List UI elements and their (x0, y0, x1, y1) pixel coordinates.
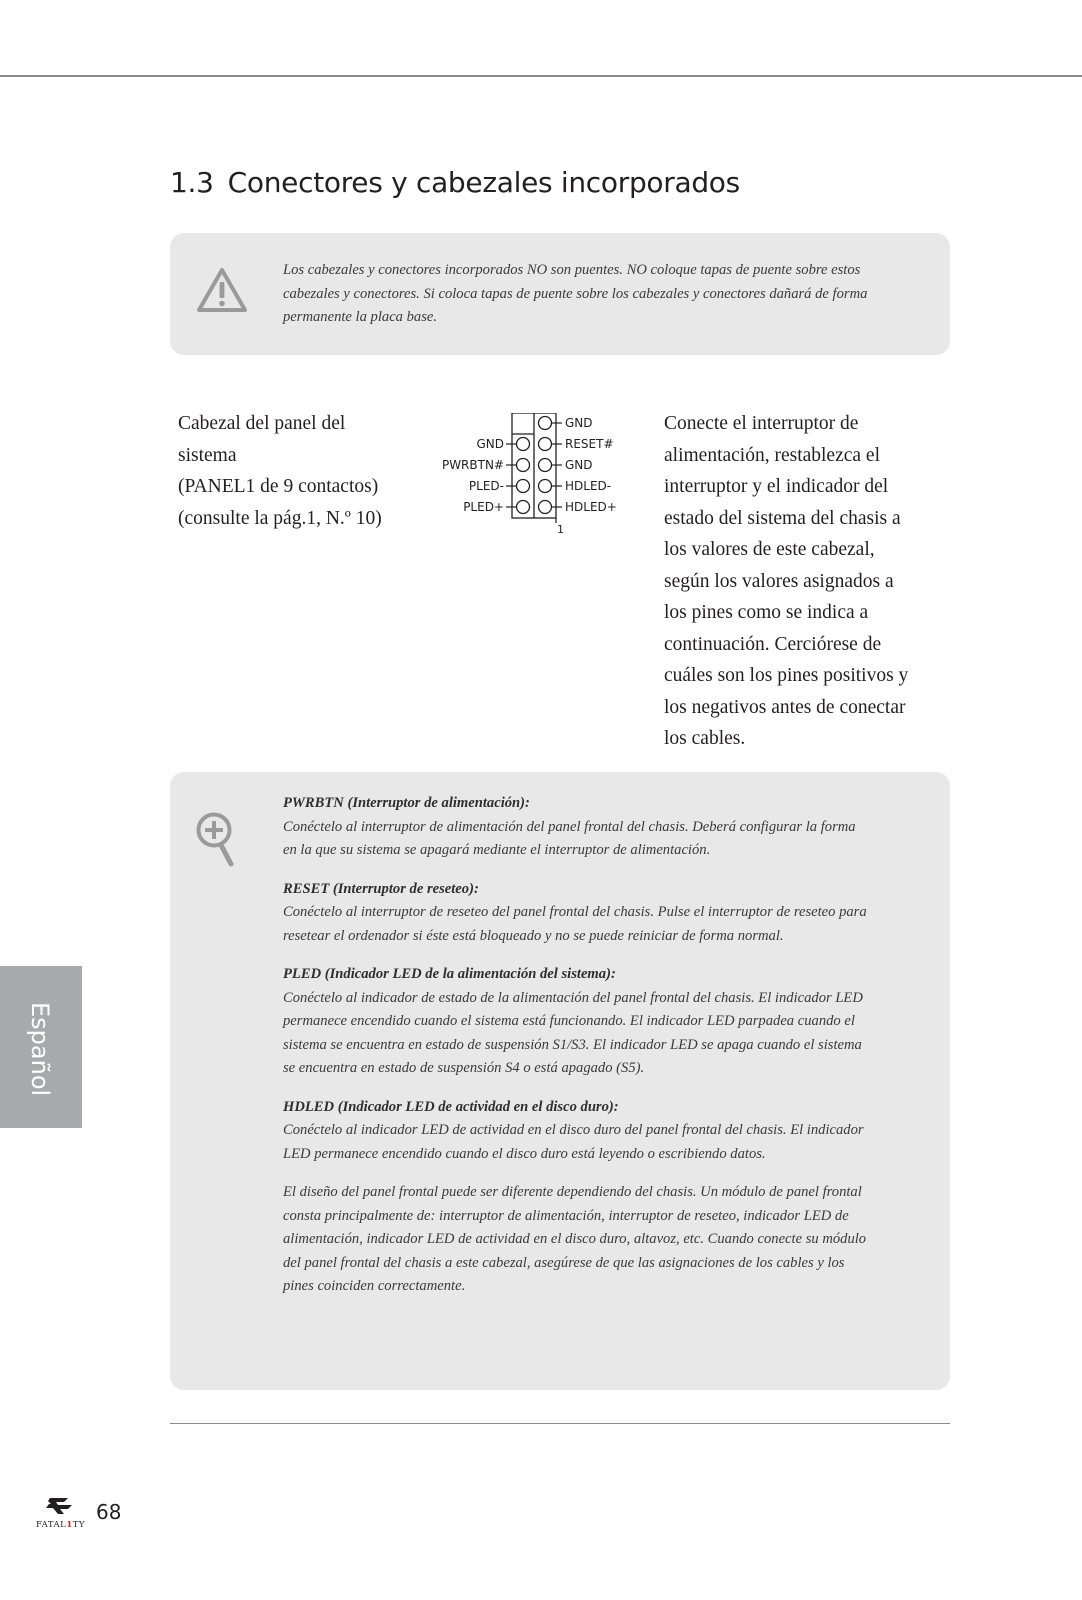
note-heading: PLED (Indicador LED de la alimentación del sistema): (283, 966, 616, 982)
section-title (170, 166, 740, 199)
language-side-tab-label: Español (26, 1002, 54, 1097)
note-body: Conéctelo al indicador de estado de la alimentación del panel frontal del chasis. El indicador LED permanece encendido cuando el sistema está funcionando. El indicador LED parpadea cuando el sistema se encuentra en estado de suspensión S1/S3. El indicador LED se apaga cuando el sistema se encuentra en estado de suspensión S4 o está apagado (S5). (283, 989, 863, 1076)
pin-label-left-4: PLED+ (463, 500, 504, 514)
page-number: 68 (96, 1500, 122, 1524)
pin-label-left-2: PWRBTN# (441, 458, 504, 472)
note-heading: HDLED (Indicador LED de actividad en el disco duro): (283, 1098, 619, 1115)
pin (539, 480, 552, 493)
pin (539, 459, 552, 472)
panel1-pin-diagram (432, 413, 642, 548)
note-body: Conéctelo al interruptor de alimentación del panel frontal del chasis. Deberá configurar la forma en la que su sistema se apagará mediante el interruptor de alimentación. (283, 818, 856, 858)
bottom-rule (170, 1423, 950, 1424)
panel-header-caption (178, 408, 418, 534)
section-title-text: Conectores y cabezales incorporados (227, 166, 740, 199)
panel-header-description: Conecte el interruptor de alimentación, restablezca el interruptor y el indicador del estado del sistema del chasis a los valores de este cabezal, según los valores asignados a los pines como se indica a continuación. Cerciórese de cuáles son los pines positivos y los negativos antes de conectar los cables. (664, 413, 909, 749)
pin-label-right-2: RESET# (565, 437, 614, 451)
pin (539, 417, 552, 430)
note-pled (283, 963, 868, 1081)
note-hdled (283, 1096, 868, 1167)
note-body: Conéctelo al interruptor de reseteo del panel frontal del chasis. Pulse el interruptor de reseteo para resetear el ordenador si éste está bloqueado y no se puede reiniciar de forma normal. (283, 904, 867, 944)
note-body: Conéctelo al indicador LED de actividad en el disco duro del panel frontal del chasis. El indicador LED permanece encendido cuando el disco duro está leyendo o escribiendo datos. (283, 1122, 864, 1162)
pin (517, 480, 530, 493)
top-rule (0, 75, 1082, 77)
panel-caption-line-4: (consulte la pág.1, N.º 10) (178, 507, 382, 529)
pin (539, 501, 552, 514)
pin (517, 459, 530, 472)
panel-caption-line-2: sistema (178, 444, 237, 466)
pin-label-right-5: HDLED+ (565, 500, 617, 514)
panel-caption-line-3: (PANEL1 de 9 contactos) (178, 476, 379, 497)
note-heading: RESET (Interruptor de reseteo): (283, 880, 479, 897)
section-number: 1.3 (170, 166, 214, 199)
warning-triangle-icon (196, 267, 248, 313)
pin-label-left-3: PLED- (468, 479, 504, 493)
pin-label-right-3: GND (565, 458, 593, 472)
panel-caption-line-1: Cabezal del panel del (178, 413, 346, 434)
pin-label-left-1: GND (476, 437, 504, 451)
notes-box (170, 772, 950, 1390)
pin (539, 438, 552, 451)
pin (517, 501, 530, 514)
magnifier-plus-icon (194, 810, 236, 868)
note-pwrbtn (283, 792, 868, 863)
pin (517, 438, 530, 451)
note-closing: El diseño del panel frontal puede ser diferente dependiendo del chasis. Un módulo de panel frontal consta principalmente de: interruptor de alimentación, interruptor de reseteo, indicador LED de alimentación, indicador LED de actividad en el disco duro, altavoz, etc. Cuando conecte su módulo del panel frontal del chasis a este cabezal, asegúrese de que las asignaciones de los cables y los pines coinciden correctamente. (283, 1184, 867, 1294)
svg-text:FATAL1TY: FATAL1TY (36, 1520, 86, 1530)
warning-text: Los cabezales y conectores incorporados NO son puentes. NO coloque tapas de puente sobre estos cabezales y conectores. Si coloca tapas de puente sobre los cabezales y conectores dañará de forma permanente la placa base. (283, 262, 868, 325)
pin-label-right-4: HDLED- (565, 479, 612, 493)
pin-label-right-1: GND (565, 416, 593, 430)
note-reset (283, 878, 868, 949)
note-heading: PWRBTN (Interruptor de alimentación): (283, 795, 530, 811)
warning-box (170, 233, 950, 355)
notes-content (283, 792, 868, 1314)
pin1-marker: 1 (557, 523, 564, 536)
fatal1ty-logo (34, 1494, 90, 1532)
